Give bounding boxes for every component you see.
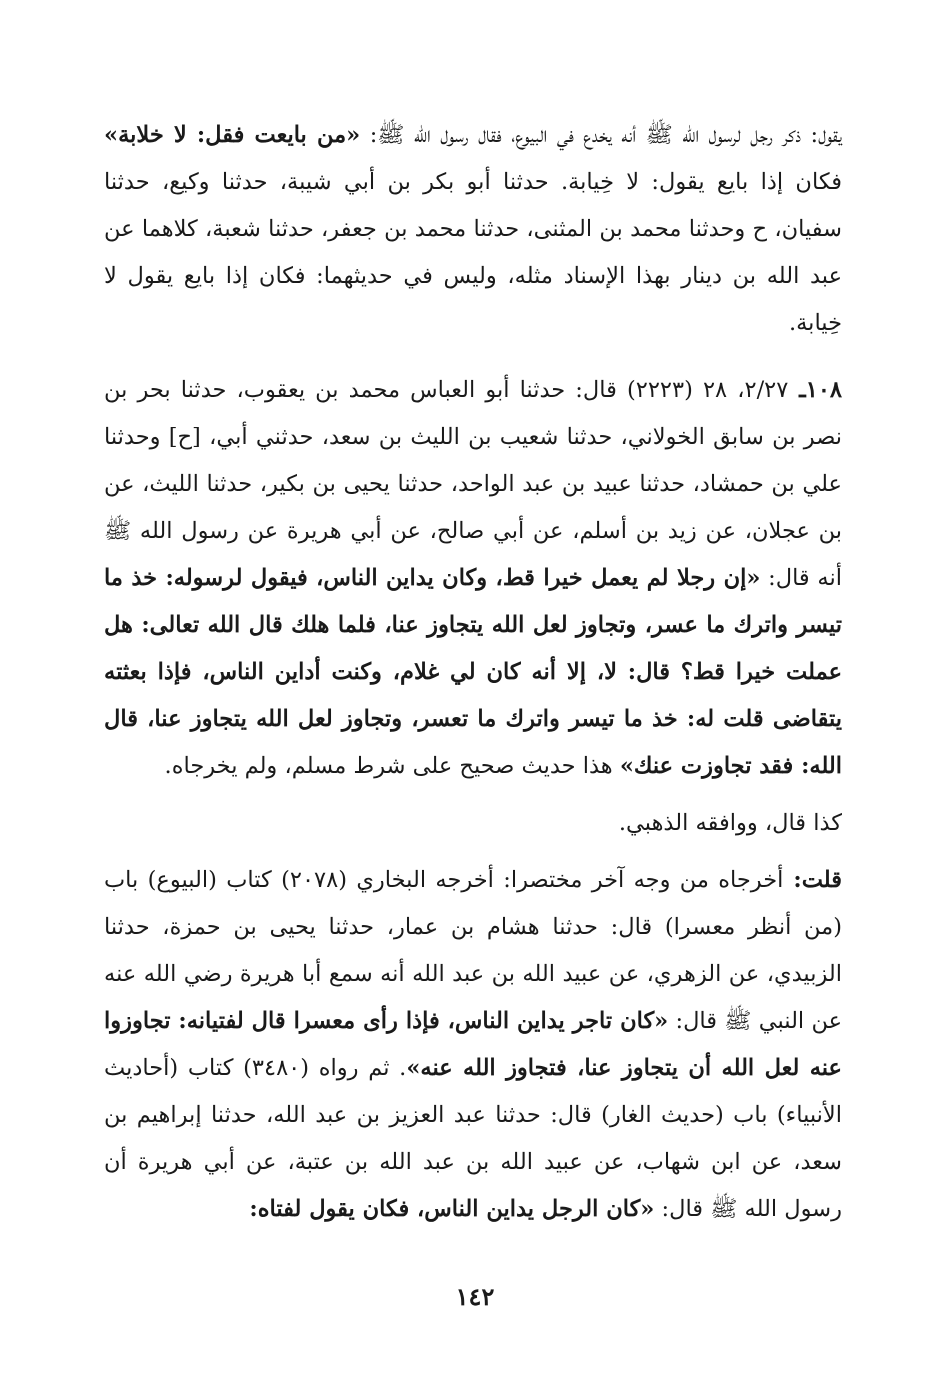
- page-number: ١٤٢: [455, 1282, 495, 1311]
- paragraph-hadith-107-continuation: [104, 112, 842, 347]
- paragraph-author-comment: [104, 857, 842, 1233]
- text-run: أخرجاه من وجه آخر مختصرا: أخرجه البخاري (٢٠٧٨) كتاب (البيوع) باب (من أنظر معسرا) قال: حدثنا هشام بن عمار، حدثنا يحيى بن حمزة، حدثنا الزبيدي، عن الزهري، عن عبيد الله بن عبد الله أنه سمع أبا هريرة رضي الله عنه عن النبي ﷺ قال:: [104, 867, 842, 1034]
- bold-text-run: «من بايعت فقل: لا خلابة»: [104, 122, 361, 148]
- text-run: فكان إذا بايع يقول: لا خِيابة. حدثنا أبو بكر بن أبي شيبة، حدثنا وكيع، حدثنا سفيان، ح وحدثنا محمد بن المثنى، حدثنا محمد بن جعفر، حدثنا شعبة، كلاهما عن عبد الله بن دينار بهذا الإسناد مثله، وليس في حديثهما: فكان إذا بايع يقول لا خِيابة.: [104, 169, 842, 336]
- bold-text-run: «إن رجلا لم يعمل خيرا قط، وكان يداين الناس، فيقول لرسوله: خذ ما تيسر واترك ما عسر، وتجاوز لعل الله يتجاوز عنا، فلما هلك قال الله تعالى: هل عملت خيرا قط؟ قال: لا، إلا أنه كان لي غلام، وكنت أداين الناس، فإذا بعثته يتقاضى قلت له: خذ ما تيسر واترك ما تعسر، وتجاوز لعل الله يتجاوز عنا، قال الله: فقد تجاوزت عنك»: [104, 565, 842, 779]
- bold-text-run: قلت:: [783, 867, 842, 893]
- paragraph-hadith-108: [104, 367, 842, 790]
- text-run: . ثم رواه (٣٤٨٠) كتاب (أحاديث الأنبياء) باب (حديث الغار) قال: حدثنا عبد العزيز بن عبد الله، حدثنا إبراهيم بن سعد، عن ابن شهاب، عن عبيد الله بن عبد الله بن عتبة، عن أبي هريرة أن رسول الله ﷺ قال:: [104, 1055, 842, 1222]
- bold-text-run: «كان تاجر يداين الناس، فإذا رأى معسرا قال لفتيانه: تجاوزوا عنه لعل الله أن يتجاوز عنا، فتجاوز الله عنه»: [104, 1008, 842, 1081]
- bold-text-run: «كان الرجل يداين الناس، فكان يقول لفتاه:: [249, 1196, 655, 1222]
- text-run: يقول: ذكر رجل لرسول الله ﷺ أنه يخدع في البيوع، فقال رسول الله ﷺ:: [360, 122, 842, 148]
- body-text: [104, 112, 842, 1233]
- text-run: كذا قال، ووافقه الذهبي.: [618, 810, 842, 836]
- bold-text-run: ١٠٨ـ: [788, 377, 842, 403]
- paragraph-dhahabi-note: [104, 800, 842, 847]
- text-run: هذا حديث صحيح على شرط مسلم، ولم يخرجاه.: [164, 753, 620, 779]
- text-run: ٢/٢٧، ٢٨ (٢٢٢٣) قال: حدثنا أبو العباس محمد بن يعقوب، حدثنا بحر بن نصر بن سابق الخولاني، حدثنا شعيب بن الليث بن سعد، حدثني أبي، [ح] وحدثنا علي بن حمشاد، حدثنا عبيد بن عبد الواحد، حدثنا يحيى بن بكير، حدثنا الليث، عن بن عجلان، عن زيد بن أسلم، عن أبي صالح، عن أبي هريرة عن رسول الله ﷺ أنه قال:: [104, 377, 842, 591]
